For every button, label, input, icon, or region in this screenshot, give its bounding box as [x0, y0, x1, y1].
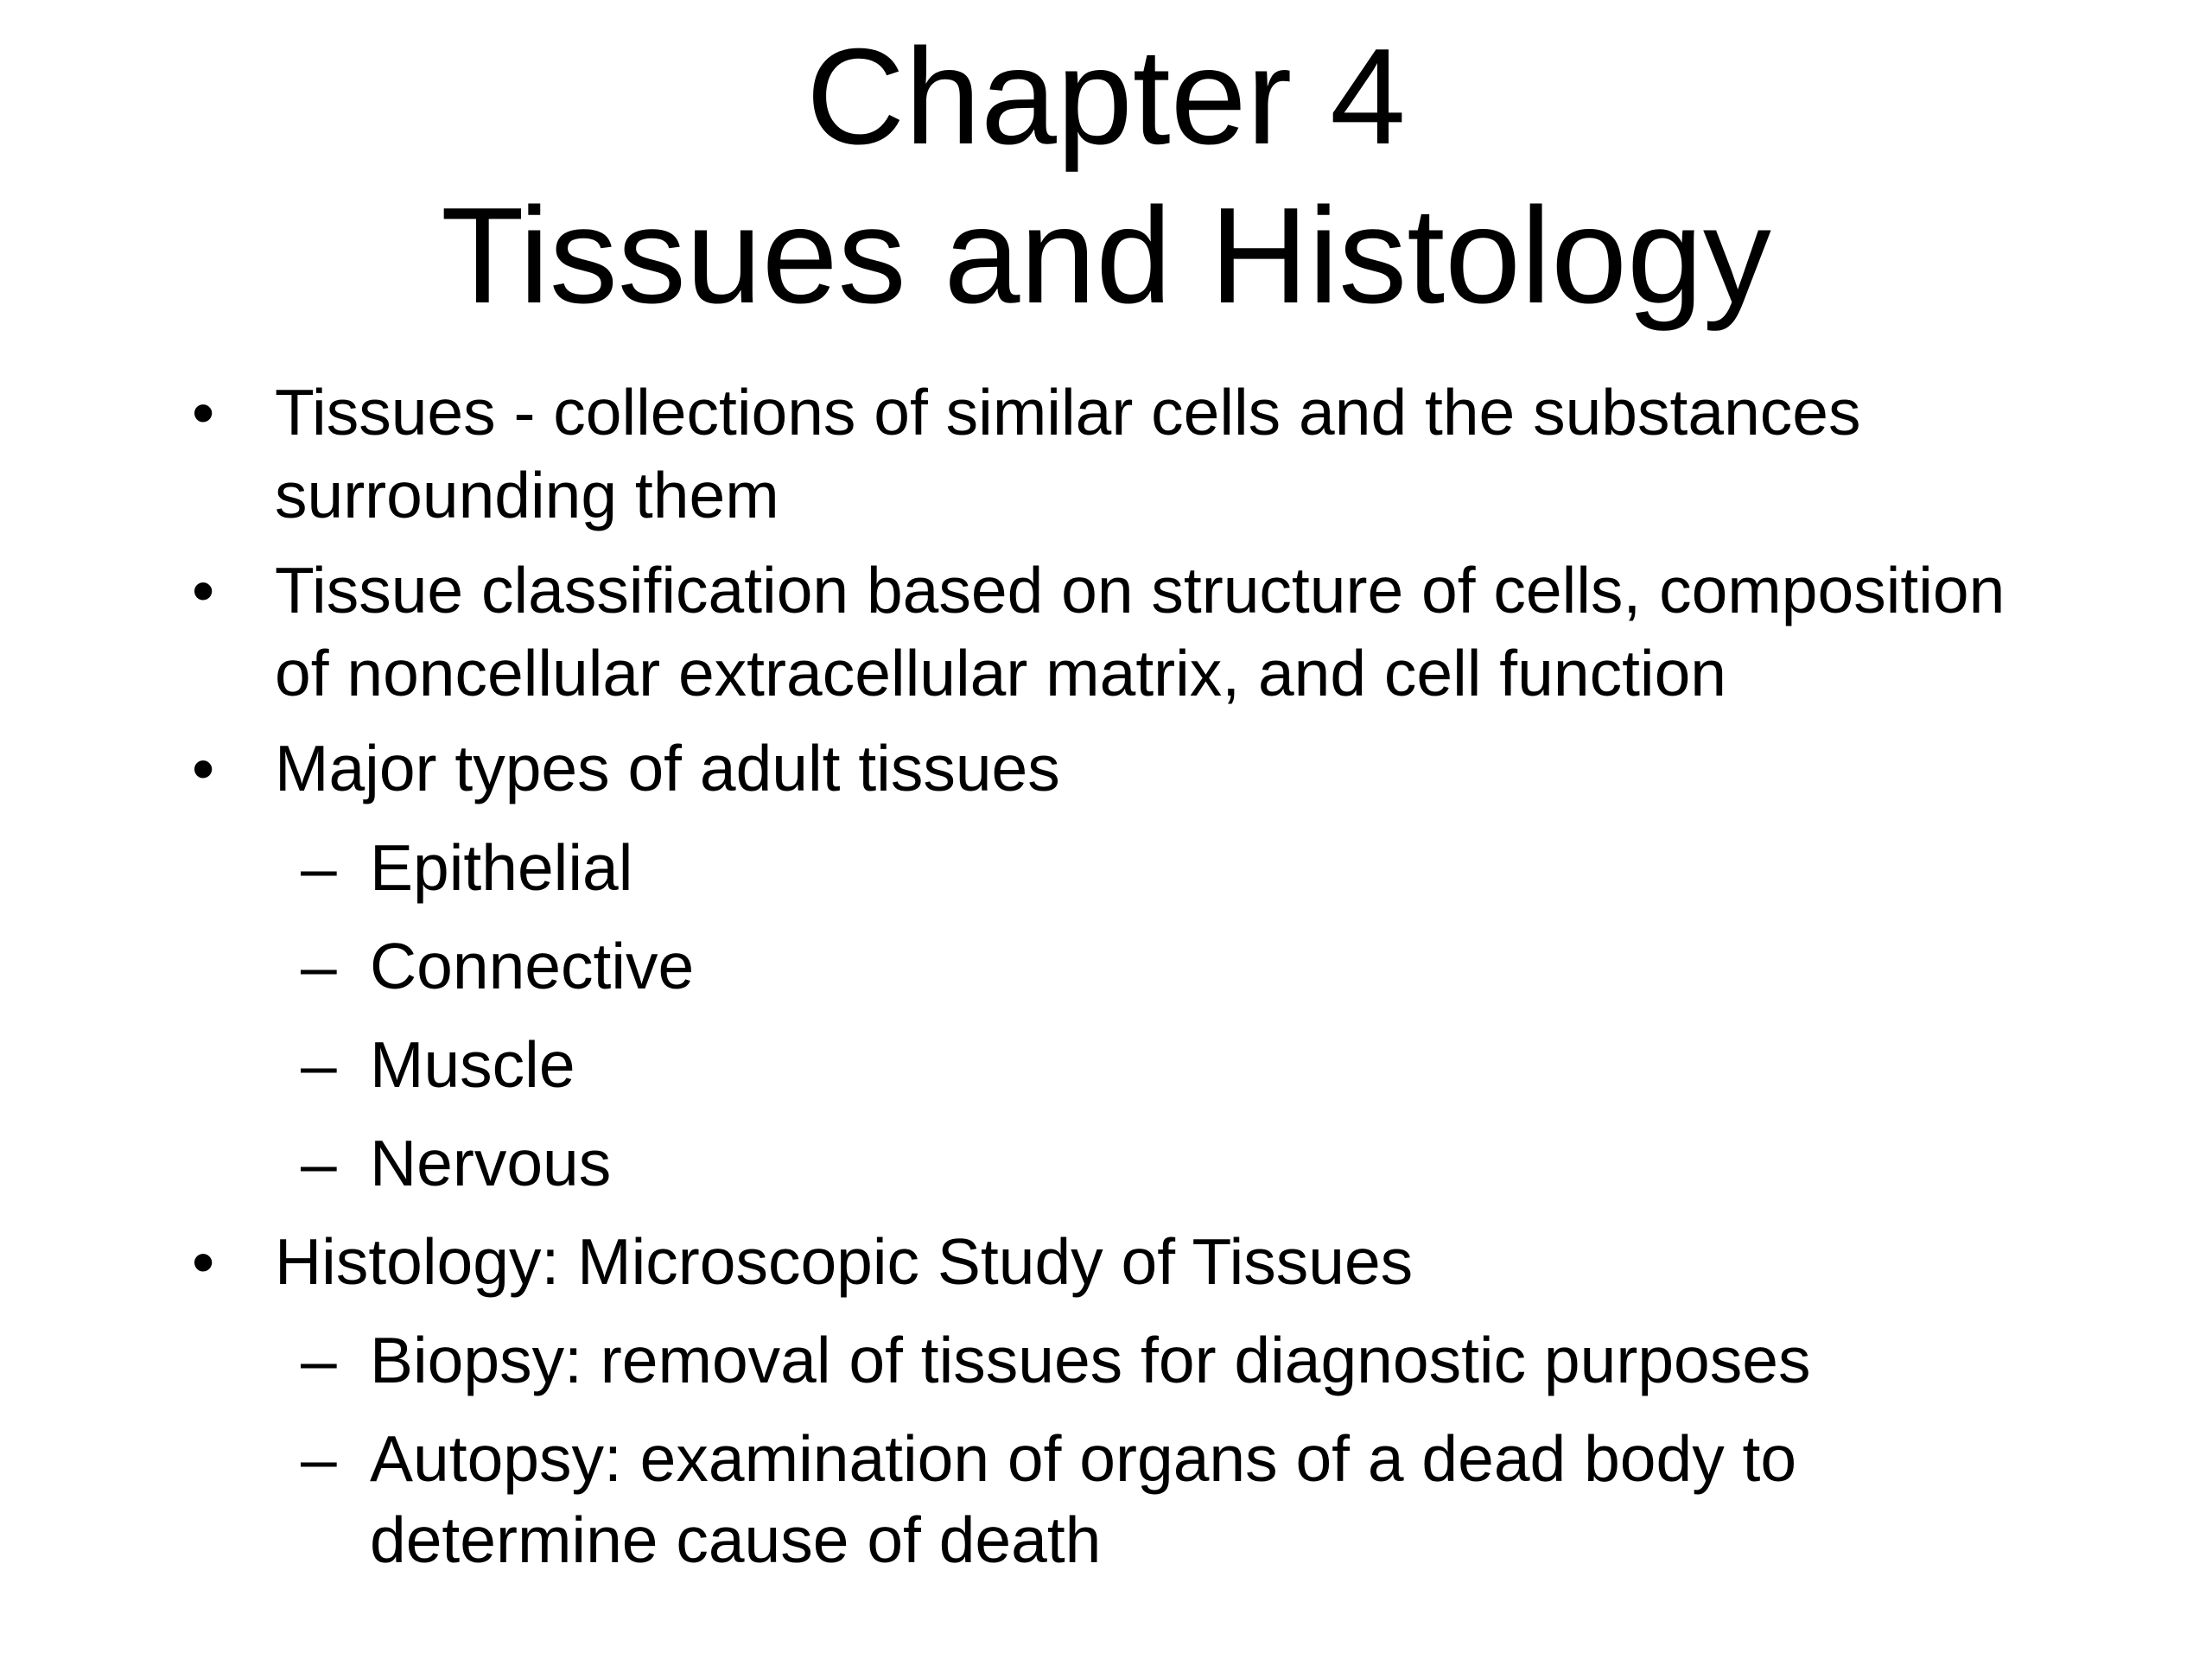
dash-marker: – — [301, 1422, 337, 1495]
subitem-muscle: Muscle — [370, 1028, 575, 1101]
subitem-epithelial: Epithelial — [370, 831, 633, 904]
bullet-3-line-1: Major types of adult tissues — [275, 732, 1060, 804]
bullet-4-line-1: Histology: Microscopic Study of Tissues — [275, 1225, 1414, 1298]
subitem-connective: Connective — [370, 930, 695, 1002]
dash-marker: – — [301, 1127, 337, 1199]
bullet-1-line-1: Tissues - collections of similar cells and the substances — [275, 376, 1861, 448]
dash-marker: – — [301, 1324, 337, 1396]
bullet-marker: • — [192, 376, 215, 448]
title-line-2: Tissues and Histology — [441, 180, 1771, 332]
dash-marker: – — [301, 831, 337, 904]
subitem-autopsy-line-1: Autopsy: examination of organs of a dead body to — [370, 1422, 1797, 1495]
bullet-2-line-1: Tissue classification based on structure of cells, composition — [275, 554, 2005, 626]
dash-marker: – — [301, 1028, 337, 1101]
bullet-marker: • — [192, 554, 215, 626]
bullet-2-line-2: of noncellular extracellular matrix, and cell function — [275, 637, 1726, 709]
subitem-biopsy: Biopsy: removal of tissues for diagnostic purposes — [370, 1324, 1811, 1396]
title-line-1: Chapter 4 — [806, 21, 1406, 173]
subitem-nervous: Nervous — [370, 1127, 612, 1199]
bullet-1-line-2: surrounding them — [275, 459, 779, 531]
subitem-autopsy-line-2: determine cause of death — [370, 1503, 1102, 1576]
bullet-marker: • — [192, 1225, 215, 1298]
bullet-marker: • — [192, 732, 215, 804]
dash-marker: – — [301, 930, 337, 1002]
